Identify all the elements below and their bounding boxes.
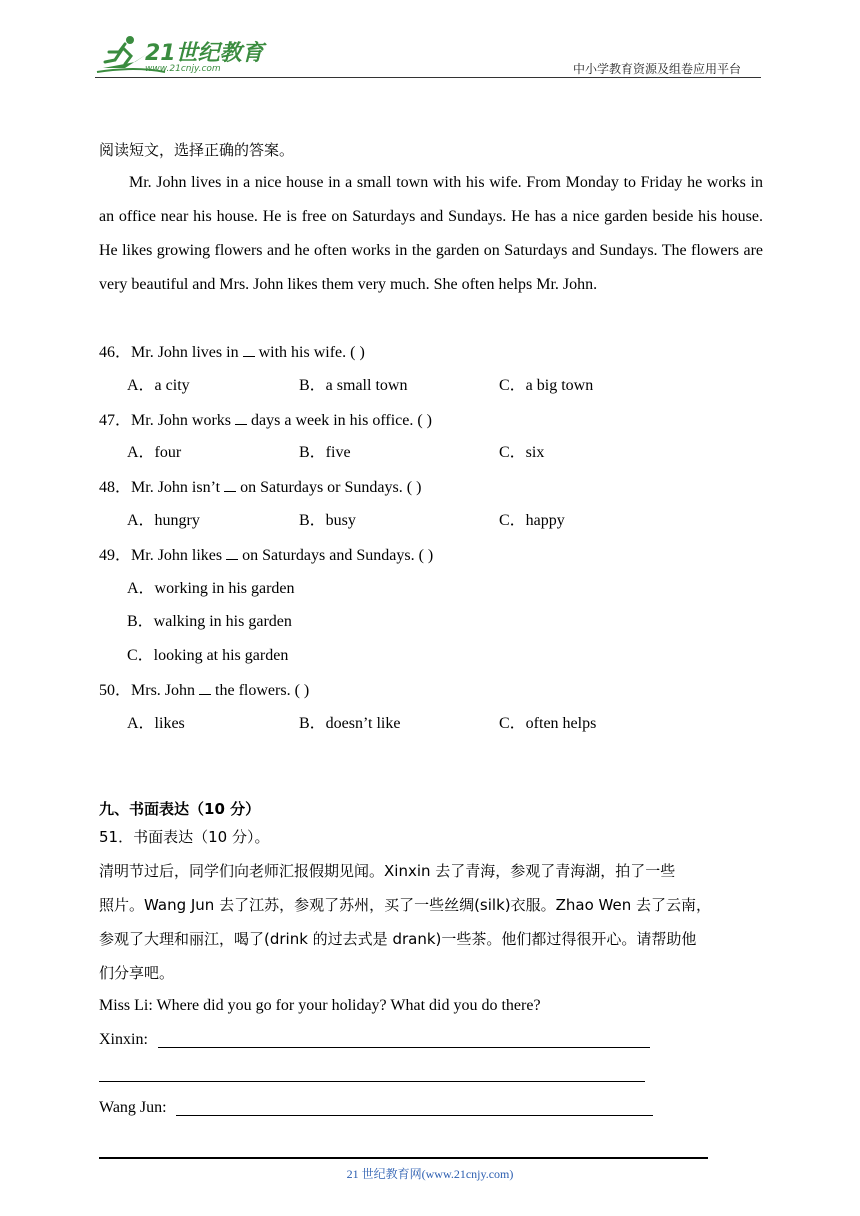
question-number: 47． bbox=[99, 412, 132, 429]
option-49-a: A．working in his garden bbox=[127, 580, 295, 597]
option-48-b: B．busy bbox=[299, 512, 356, 529]
writing-prompt-line: 参观了大理和丽江，喝了(drink 的过去式是 drank)一些茶。他们都过得很开心。请帮助他 bbox=[99, 930, 697, 948]
question-49 bbox=[99, 545, 433, 566]
writing-prompt-line: 们分享吧。 bbox=[99, 964, 175, 982]
option-47-b: B．five bbox=[299, 444, 351, 461]
logo-title: 21世纪教育 bbox=[145, 41, 264, 66]
option-48-c: C．happy bbox=[499, 512, 565, 529]
question-text: Mr. John likes bbox=[131, 547, 223, 564]
writing-question-label: 51．书面表达（10 分）。 bbox=[99, 828, 270, 846]
footer-text[interactable]: 21 世纪教育网(www.21cnjy.com) bbox=[346, 1167, 514, 1181]
answer-blank[interactable] bbox=[226, 545, 238, 560]
question-text: the flowers. ( ) bbox=[215, 682, 310, 699]
question-text: Mr. John lives in bbox=[131, 344, 239, 361]
option-46-b: B．a small town bbox=[299, 377, 408, 394]
question-46 bbox=[99, 342, 365, 363]
question-number: 48． bbox=[99, 479, 132, 496]
option-50-b: B．doesn’t like bbox=[299, 715, 401, 732]
xinxin-answer-line[interactable] bbox=[158, 1047, 650, 1048]
passage-paragraph: Mr. John lives in a nice house in a small town with his wife. From Monday to Friday he works in an office near his house. He is free on Saturdays and Sundays. He has a nice garden beside his house. He likes growing flowers and he often works in the garden on Saturdays and Sundays. The flowers are very beautiful and Mrs. John likes them very much. She often helps Mr. John. bbox=[99, 174, 763, 293]
question-text: days a week in his office. ( ) bbox=[251, 412, 433, 429]
question-text: on Saturdays or Sundays. ( ) bbox=[240, 479, 422, 496]
answer-blank[interactable] bbox=[243, 342, 255, 357]
wangjun-answer-line[interactable] bbox=[176, 1115, 653, 1116]
answer-blank[interactable] bbox=[199, 680, 211, 695]
writing-prompt-line: 照片。Wang Jun 去了江苏，参观了苏州，买了一些丝绸(silk)衣服。Zhao Wen 去了云南， bbox=[99, 896, 711, 914]
question-text: Mrs. John bbox=[131, 682, 196, 699]
answer-line[interactable] bbox=[99, 1081, 645, 1082]
question-text: on Saturdays and Sundays. ( ) bbox=[242, 547, 434, 564]
question-number: 49． bbox=[99, 547, 132, 564]
option-50-a: A．likes bbox=[127, 715, 185, 732]
header-divider bbox=[95, 77, 761, 78]
writing-prompt-line: 清明节过后，同学们向老师汇报假期见闻。Xinxin 去了青海，参观了青海湖，拍了一些 bbox=[99, 862, 676, 880]
logo-url: www.21cnjy.com bbox=[145, 64, 221, 74]
question-text: with his wife. ( ) bbox=[258, 344, 365, 361]
reading-passage bbox=[99, 166, 763, 302]
header-platform-text: 中小学教育资源及组卷应用平台 bbox=[573, 62, 742, 76]
xinxin-label: Xinxin: bbox=[99, 1031, 148, 1048]
option-49-b: B．walking in his garden bbox=[127, 613, 292, 630]
question-50 bbox=[99, 680, 309, 701]
answer-blank[interactable] bbox=[235, 410, 247, 425]
option-50-c: C．often helps bbox=[499, 715, 597, 732]
reading-instruction: 阅读短文，选择正确的答案。 bbox=[99, 141, 295, 159]
option-47-c: C．six bbox=[499, 444, 545, 461]
question-text: Mr. John works bbox=[131, 412, 232, 429]
question-48 bbox=[99, 477, 421, 498]
question-text: Mr. John isn’t bbox=[131, 479, 221, 496]
question-number: 46． bbox=[99, 344, 132, 361]
section-title: 九、书面表达（10 分） bbox=[99, 800, 261, 818]
question-number: 50． bbox=[99, 682, 132, 699]
option-49-c: C．looking at his garden bbox=[127, 647, 289, 664]
option-46-a: A．a city bbox=[127, 377, 190, 394]
question-47 bbox=[99, 410, 432, 431]
option-46-c: C．a big town bbox=[499, 377, 594, 394]
option-48-a: A．hungry bbox=[127, 512, 200, 529]
option-47-a: A．four bbox=[127, 444, 182, 461]
teacher-question: Miss Li: Where did you go for your holiday? What did you do there? bbox=[99, 997, 541, 1014]
site-logo bbox=[95, 32, 264, 78]
wangjun-label: Wang Jun: bbox=[99, 1099, 167, 1116]
footer-divider bbox=[99, 1157, 708, 1159]
answer-blank[interactable] bbox=[224, 477, 236, 492]
